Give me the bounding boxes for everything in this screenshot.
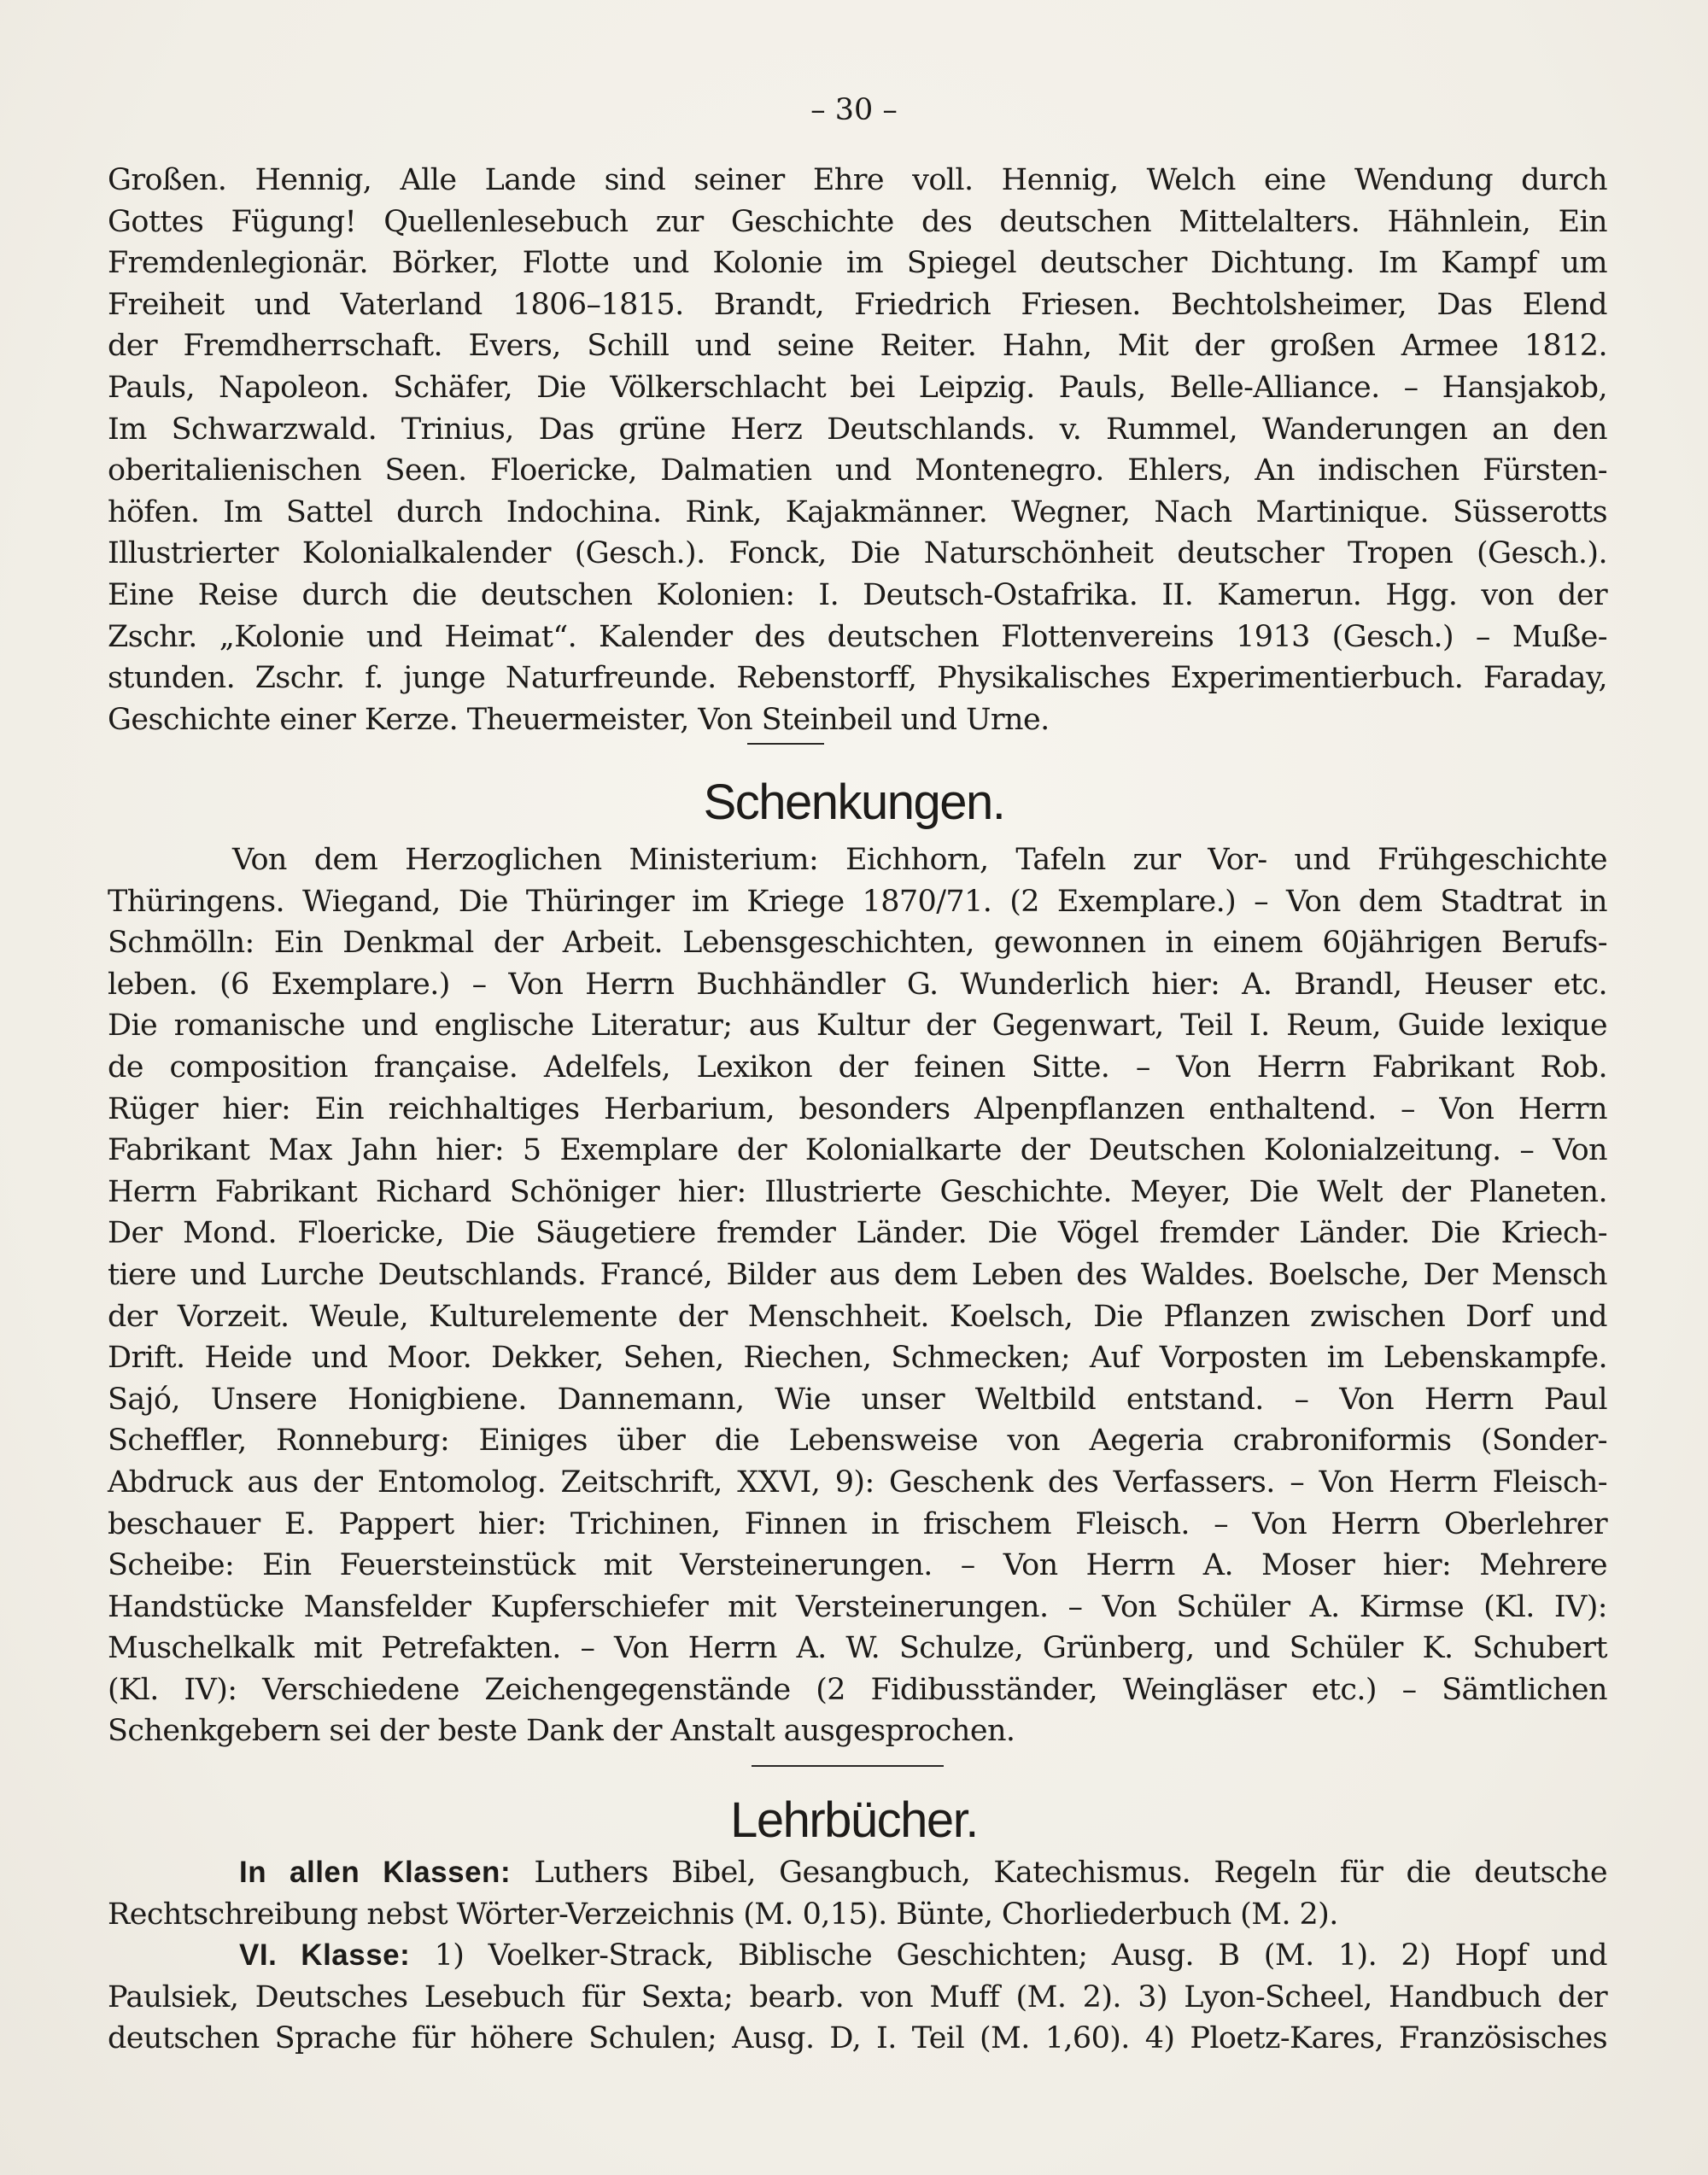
text-line: Der Mond. Floericke, Die Säugetiere fremder Länder. Die Vögel fremder Länder. Die Kriech- [108, 1216, 1607, 1251]
label-class-vi: VI. Klasse: [239, 1938, 411, 1973]
heading-lehrbuecher: Lehrbücher. [730, 1792, 978, 1848]
text-line: Thüringens. Wiegand, Die Thüringer im Kriege 1870/71. (2 Exemplare.) – Von dem Stadtrat in [108, 884, 1607, 919]
text-line: Scheibe: Ein Feuersteinstück mit Versteinerungen. – Von Herrn A. Moser hier: Mehrere [108, 1548, 1607, 1583]
text-line: Rechtschreibung nebst Wörter-Verzeichnis (M. 0,15). Bünte, Chorliederbuch (M. 2). [108, 1897, 1338, 1932]
page-number: – 30 – [810, 93, 898, 127]
text-line: Abdruck aus der Entomolog. Zeitschrift, XXVI, 9): Geschenk des Verfassers. – Von Herrn Fleisch- [108, 1465, 1607, 1500]
text-line: der Fremdherrschaft. Evers, Schill und seine Reiter. Hahn, Mit der großen Armee 1812. [108, 329, 1607, 364]
text-line: Fabrikant Max Jahn hier: 5 Exemplare der Kolonialkarte der Deutschen Kolonialzeitung. – Von [108, 1133, 1607, 1168]
text-line: Handstücke Mansfelder Kupferschiefer mit Versteinerungen. – Von Schüler A. Kirmse (Kl. IV): [108, 1589, 1607, 1624]
text-line: Paulsiek, Deutsches Lesebuch für Sexta; bearb. von Muff (M. 2). 3) Lyon-Scheel, Handbuch der [108, 1979, 1607, 2014]
text-line: Im Schwarzwald. Trinius, Das grüne Herz Deutschlands. v. Rummel, Wanderungen an den [108, 412, 1607, 447]
text-line: Die romanische und englische Literatur; aus Kultur der Gegenwart, Teil I. Reum, Guide lexique [108, 1009, 1607, 1044]
text-line [108, 1935, 1607, 1977]
text-line: Geschichte einer Kerze. Theuermeister, Von Steinbeil und Urne. [108, 702, 1050, 737]
text-line: oberitalienischen Seen. Floericke, Dalmatien und Montenegro. Ehlers, An indischen Fürsten- [108, 453, 1607, 488]
text-line: Schenkgebern sei der beste Dank der Anstalt ausgesprochen. [108, 1714, 1015, 1749]
divider-rule [752, 1765, 944, 1767]
paragraph-schenkungen [108, 839, 1607, 1752]
text-line: Drift. Heide und Moor. Dekker, Sehen, Riechen, Schmecken; Auf Vorposten im Lebenskampfe. [108, 1341, 1607, 1376]
text-line: Großen. Hennig, Alle Lande sind seiner Ehre voll. Hennig, Welch eine Wendung durch [108, 163, 1607, 197]
divider-rule [747, 743, 824, 745]
label-all-classes: In allen Klassen: [239, 1856, 512, 1889]
text-span: Luthers Bibel, Gesangbuch, Katechismus. Regeln für die deutsche [534, 1856, 1608, 1890]
text-line [108, 1852, 1607, 1894]
text-line: Pauls, Napoleon. Schäfer, Die Völkerschlacht bei Leipzig. Pauls, Belle-Alliance. – Hansjakob, [108, 370, 1607, 405]
text-line: (Kl. IV): Verschiedene Zeichengegenstände (2 Fidibusständer, Weingläser etc.) – Sämtlichen [108, 1672, 1607, 1707]
text-line: Fremdenlegionär. Börker, Flotte und Kolonie im Spiegel deutscher Dichtung. Im Kampf um [108, 246, 1607, 281]
text-line: Muschelkalk mit Petrefakten. – Von Herrn A. W. Schulze, Grünberg, und Schüler K. Schubert [108, 1631, 1607, 1666]
text-line: Eine Reise durch die deutschen Kolonien: I. Deutsch-Ostafrika. II. Kamerun. Hgg. von der [108, 577, 1607, 612]
text-line: Von dem Herzoglichen Ministerium: Eichhorn, Tafeln zur Vor- und Frühgeschichte [232, 843, 1607, 877]
text-line: der Vorzeit. Weule, Kulturelemente der Menschheit. Koelsch, Die Pflanzen zwischen Dorf und [108, 1299, 1607, 1334]
text-line: Gottes Fügung! Quellenlesebuch zur Geschichte des deutschen Mittelalters. Hähnlein, Ein [108, 204, 1607, 239]
text-line: Scheffler, Ronneburg: Einiges über die Lebensweise von Aegeria crabroniformis (Sonder- [108, 1424, 1607, 1459]
text-line: Herrn Fabrikant Richard Schöniger hier: Illustrierte Geschichte. Meyer, Die Welt der Planeten. [108, 1174, 1607, 1209]
text-line: Zschr. „Kolonie und Heimat“. Kalender des deutschen Flottenvereins 1913 (Gesch.) – Muße- [108, 619, 1607, 654]
text-line: Rüger hier: Ein reichhaltiges Herbarium, besonders Alpenpflanzen enthaltend. – Von Herrn [108, 1091, 1607, 1126]
text-line: Illustrierter Kolonialkalender (Gesch.). Fonck, Die Naturschönheit deutscher Tropen (Gesch.). [108, 536, 1607, 571]
text-line: Schmölln: Ein Denkmal der Arbeit. Lebensgeschichten, gewonnen in einem 60jährigen Berufs- [108, 926, 1607, 961]
text-line: deutschen Sprache für höhere Schulen; Ausg. D, I. Teil (M. 1,60). 4) Ploetz-Kares, Französisches [108, 2021, 1607, 2056]
text-line: tiere und Lurche Deutschlands. Francé, Bilder aus dem Leben des Waldes. Boelsche, Der Mensch [108, 1257, 1607, 1292]
text-line: Sajó, Unsere Honigbiene. Dannemann, Wie unser Weltbild entstand. – Von Herrn Paul [108, 1382, 1607, 1417]
paragraph-reading-list [108, 160, 1607, 740]
text-line: stunden. Zschr. f. junge Naturfreunde. Rebenstorff, Physikalisches Experimentierbuch. Faraday, [108, 661, 1607, 696]
text-line: Freiheit und Vaterland 1806–1815. Brandt, Friedrich Friesen. Bechtolsheimer, Das Elend [108, 287, 1607, 322]
paragraph-lehrbuecher [108, 1852, 1607, 2060]
text-line: höfen. Im Sattel durch Indochina. Rink, Kajakmänner. Wegner, Nach Martinique. Süsserotts [108, 494, 1607, 529]
text-line: de composition française. Adelfels, Lexikon der feinen Sitte. – Von Herrn Fabrikant Rob. [108, 1049, 1607, 1085]
text-line: leben. (6 Exemplare.) – Von Herrn Buchhändler G. Wunderlich hier: A. Brandl, Heuser etc. [108, 967, 1607, 1002]
text-line: beschauer E. Pappert hier: Trichinen, Finnen in frischem Fleisch. – Von Herrn Oberlehrer [108, 1506, 1607, 1541]
heading-schenkungen: Schenkungen. [703, 775, 1005, 830]
text-span: 1) Voelker-Strack, Biblische Geschichten; Ausg. B (M. 1). 2) Hopf und [434, 1938, 1607, 1973]
